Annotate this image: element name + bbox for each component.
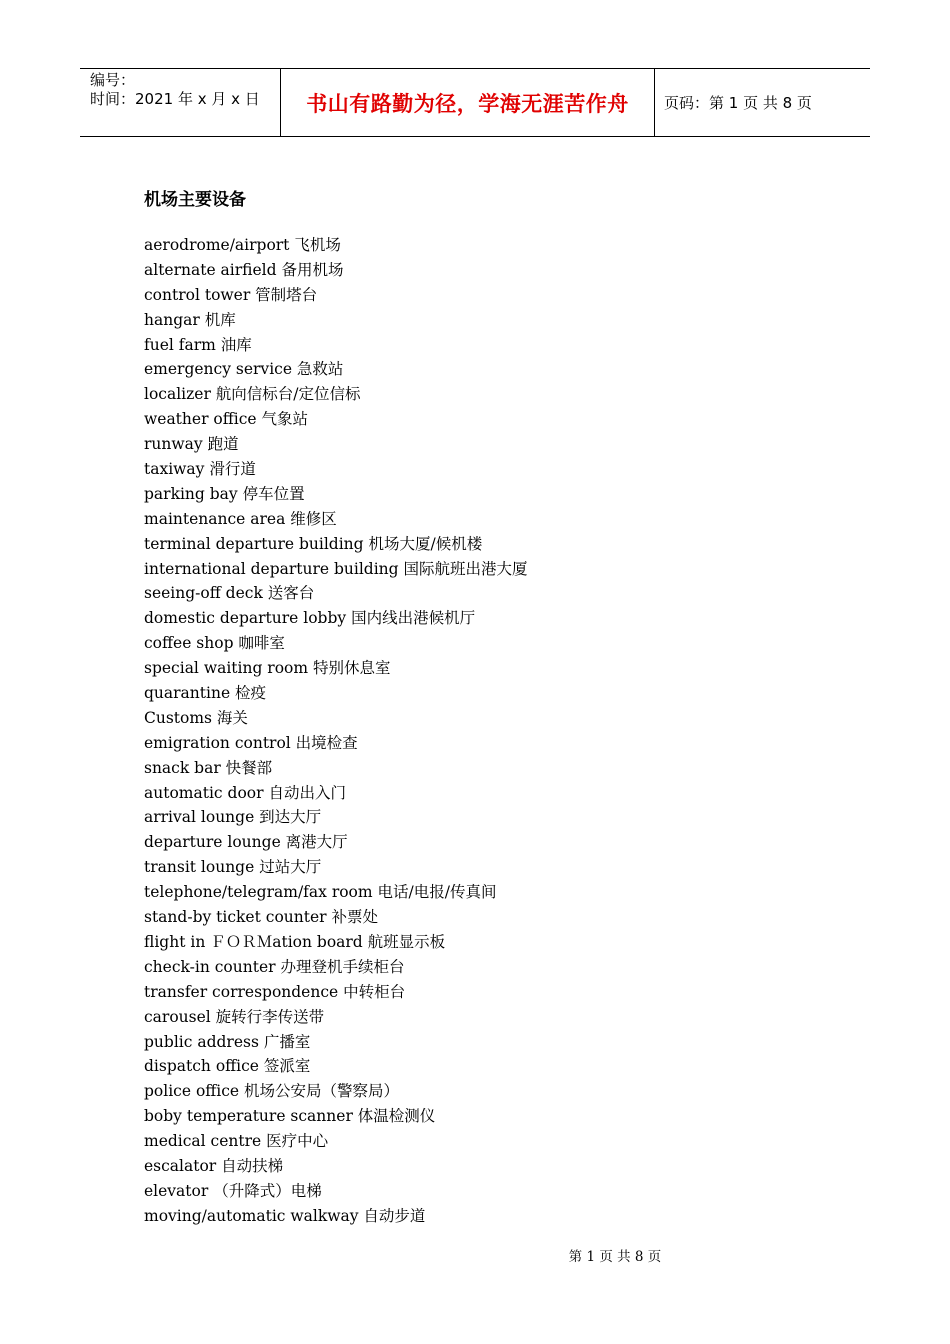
term-item: control tower 管制塔台 bbox=[144, 285, 318, 304]
term-item: boby temperature scanner 体温检测仪 bbox=[144, 1107, 436, 1126]
term-item: localizer 航向信标台/定位信标 bbox=[144, 385, 361, 404]
term-item: arrival lounge 到达大厅 bbox=[144, 808, 322, 827]
term-item: transit lounge 过站大厅 bbox=[144, 858, 322, 877]
term-item: snack bar 快餐部 bbox=[144, 758, 273, 777]
term-item: elevator （升降式）电梯 bbox=[144, 1181, 322, 1200]
term-item: dispatch office 签派室 bbox=[144, 1057, 311, 1076]
page-footer: 第 1 页 共 8 页 bbox=[568, 1249, 662, 1265]
header-meta bbox=[80, 69, 281, 136]
document-time-label: 时间：2021 年 x 月 x 日 bbox=[90, 90, 260, 108]
term-item: departure lounge 离港大厅 bbox=[144, 833, 348, 852]
page-header bbox=[80, 68, 870, 137]
term-item: hangar 机库 bbox=[144, 310, 236, 329]
term-item: parking bay 停车位置 bbox=[144, 484, 305, 503]
term-item: domestic departure lobby 国内线出港候机厅 bbox=[144, 609, 476, 628]
term-item: emergency service 急救站 bbox=[144, 360, 344, 379]
term-item: maintenance area 维修区 bbox=[144, 509, 337, 528]
term-item: check-in counter 办理登机手续柜台 bbox=[144, 957, 405, 976]
term-item: Customs 海关 bbox=[144, 708, 248, 727]
term-item: public address 广播室 bbox=[144, 1032, 311, 1051]
term-item: emigration control 出境检查 bbox=[144, 733, 358, 752]
term-item: transfer correspondence 中转柜台 bbox=[144, 982, 406, 1001]
term-item: coffee shop 咖啡室 bbox=[144, 634, 285, 653]
term-item: flight in ＦＯＲＭation board 航班显示板 bbox=[144, 932, 446, 951]
term-list bbox=[144, 233, 528, 1229]
header-page-label: 页码：第 1 页 共 8 页 bbox=[664, 94, 812, 112]
term-item: moving/automatic walkway 自动步道 bbox=[144, 1206, 426, 1225]
term-item: quarantine 检疫 bbox=[144, 684, 267, 703]
term-item: automatic door 自动出入门 bbox=[144, 783, 346, 802]
term-item: telephone/telegram/fax room 电话/电报/传真间 bbox=[144, 883, 497, 902]
term-item: alternate airfield 备用机场 bbox=[144, 260, 344, 279]
term-item: taxiway 滑行道 bbox=[144, 460, 256, 479]
term-item: terminal departure building 机场大厦/候机楼 bbox=[144, 534, 483, 553]
term-item: international departure building 国际航班出港大厦 bbox=[144, 559, 528, 578]
term-item: stand-by ticket counter 补票处 bbox=[144, 908, 378, 927]
term-item: police office 机场公安局（警察局） bbox=[144, 1082, 400, 1101]
header-motto: 书山有路勤为径，学海无涯苦作舟 bbox=[281, 69, 655, 136]
term-item: aerodrome/airport 飞机场 bbox=[144, 236, 341, 254]
term-item: escalator 自动扶梯 bbox=[144, 1156, 284, 1175]
term-item: carousel 旋转行李传送带 bbox=[144, 1007, 325, 1026]
term-item: special waiting room 特别休息室 bbox=[144, 659, 391, 678]
term-item: medical centre 医疗中心 bbox=[144, 1132, 329, 1151]
term-item: seeing-off deck 送客台 bbox=[144, 584, 315, 603]
term-item: fuel farm 油库 bbox=[144, 335, 252, 354]
term-item: runway 跑道 bbox=[144, 435, 239, 454]
term-item: weather office 气象站 bbox=[144, 410, 308, 429]
document-title: 机场主要设备 bbox=[144, 190, 246, 210]
document-number-label: 编号： bbox=[90, 71, 136, 89]
